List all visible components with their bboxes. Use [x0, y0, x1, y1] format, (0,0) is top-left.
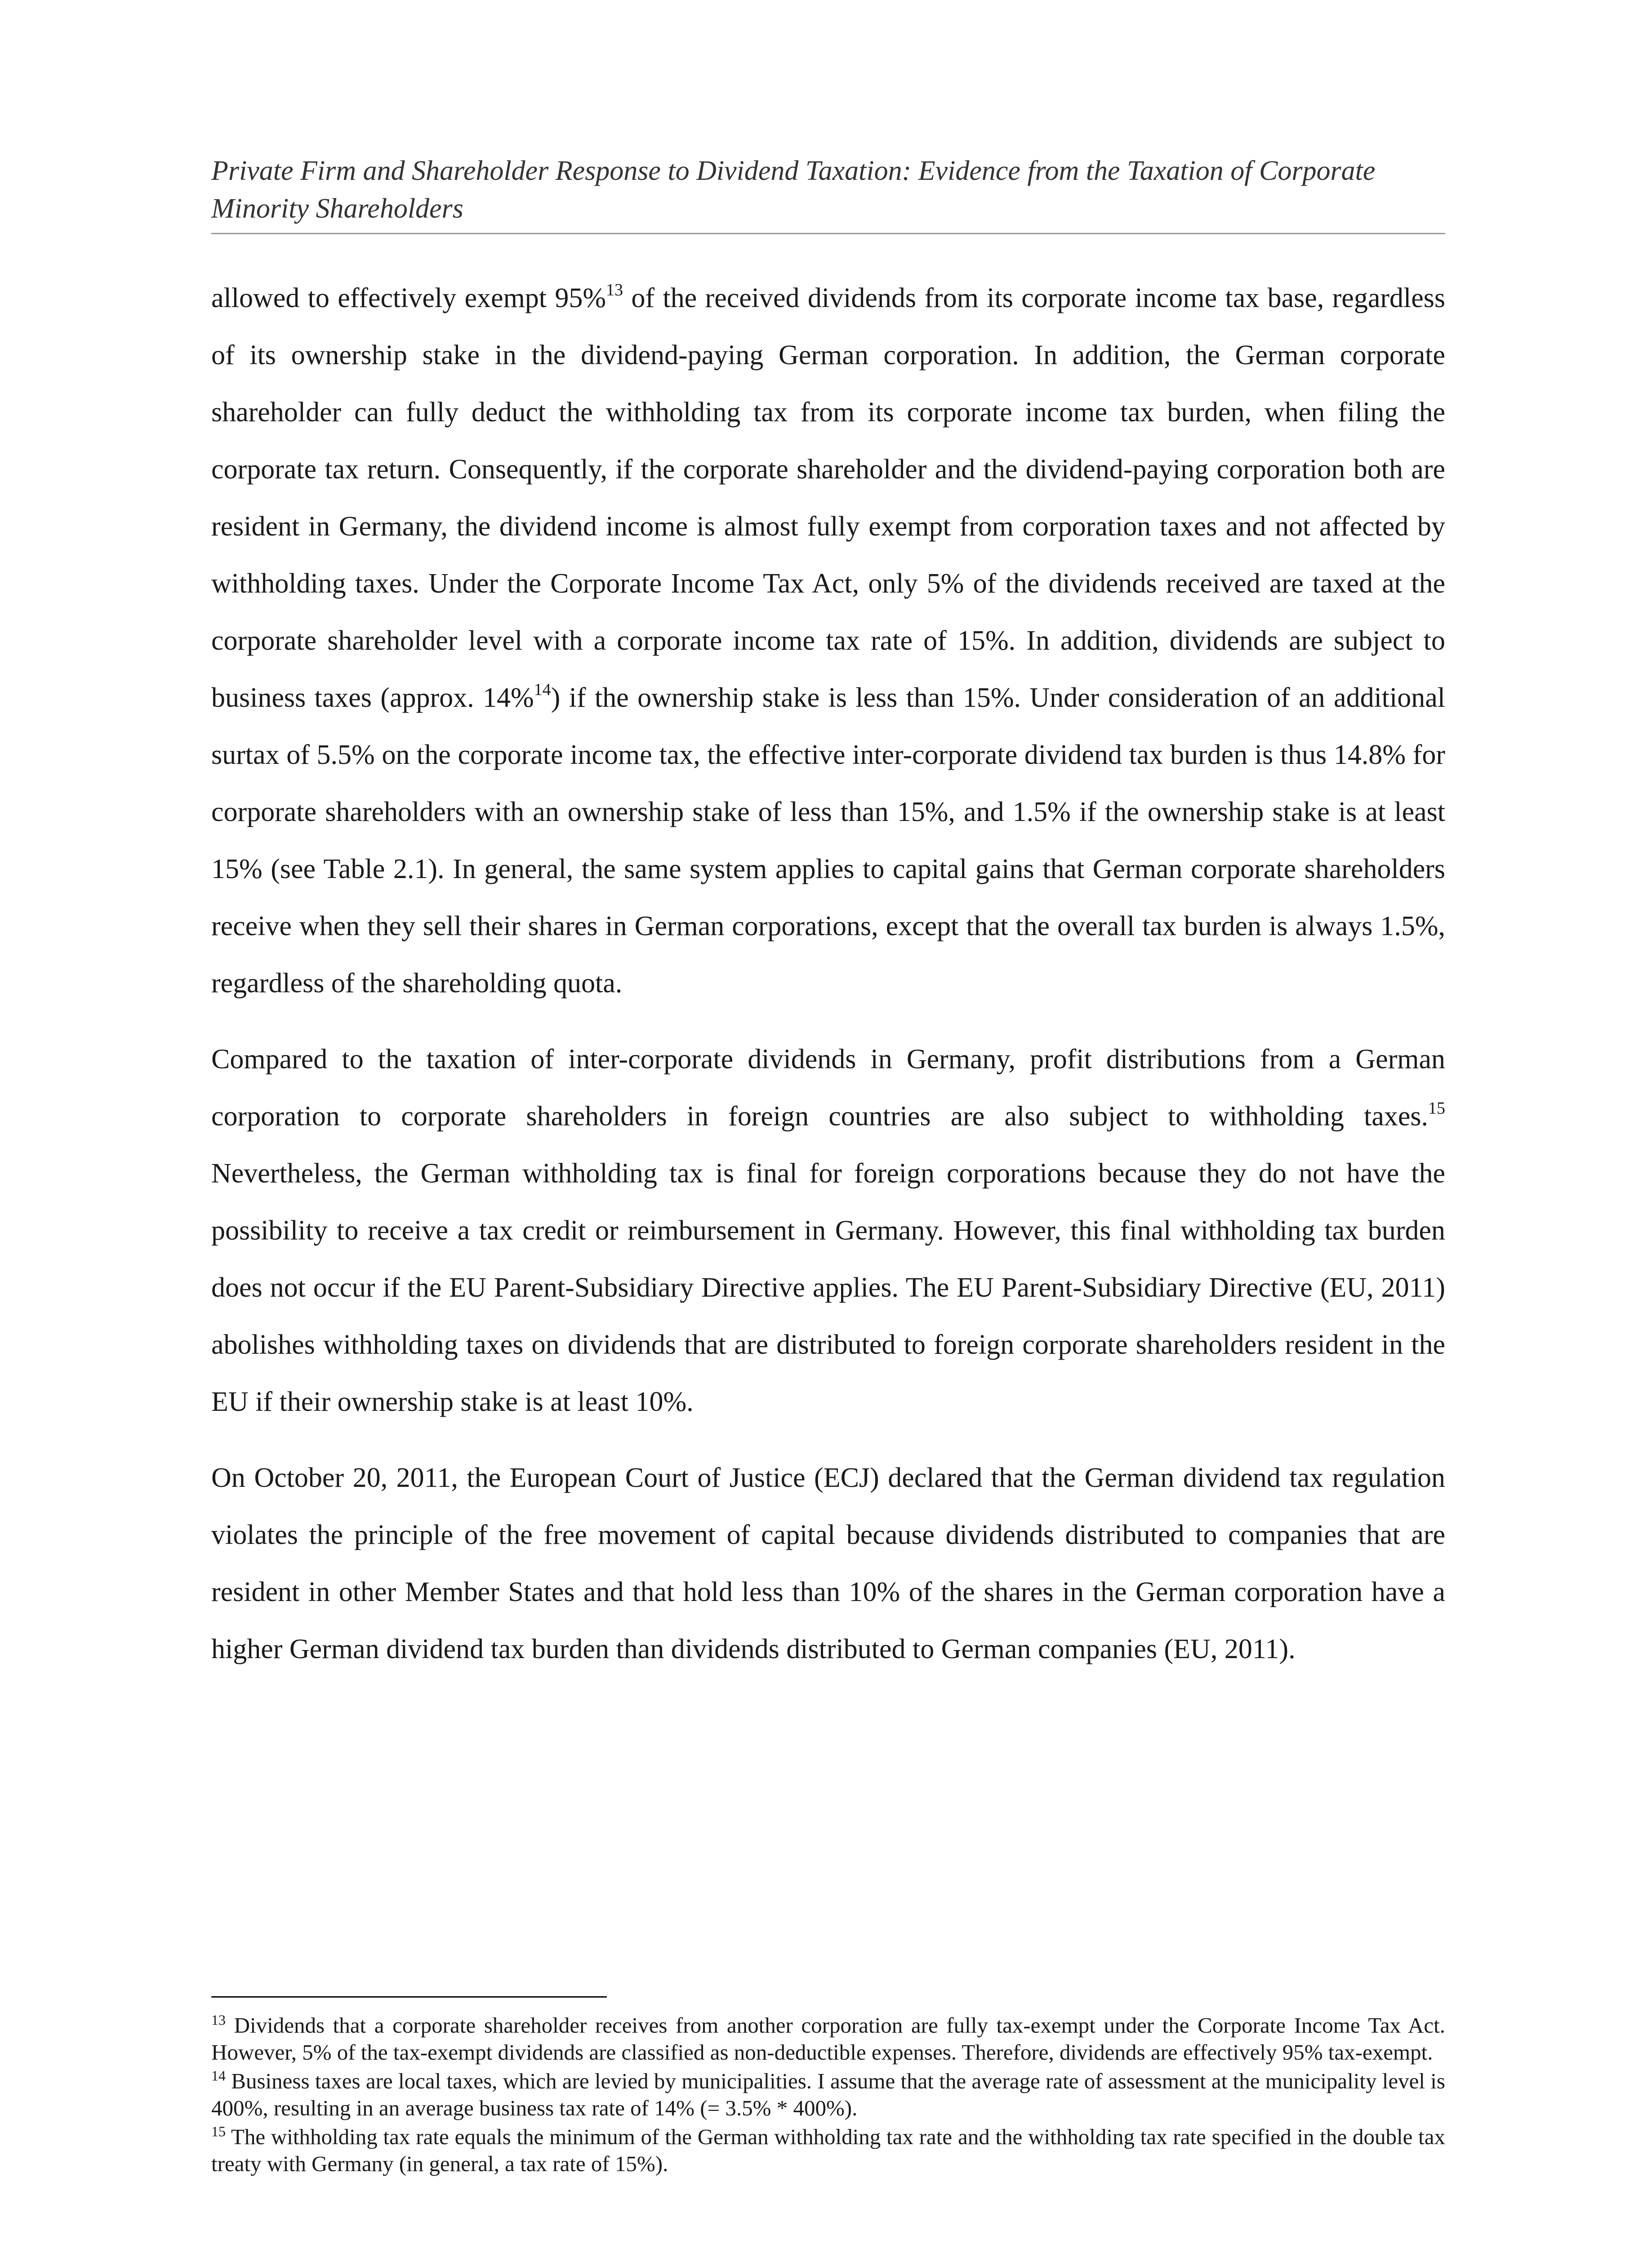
body-text — [211, 270, 1445, 1697]
footnote-text: Dividends that a corporate shareholder receives from another corporation are fully tax-exempt under the Corporate Income Tax Act. However, 5% of the tax-exempt dividends are classified as non-deductible expenses. Therefore, dividends are effectively 95% tax-exempt. — [211, 2013, 1445, 2065]
footnote-number: 13 — [211, 2012, 226, 2028]
running-header — [211, 152, 1445, 234]
footnote-14 — [211, 2068, 1445, 2122]
paragraph-2: Compared to the taxation of inter-corporate dividends in Germany, profit distributions from a German corporation to corporate shareholders in foreign countries are also subject to withholding taxes.$^{15}$ Nevertheless, the German withholding tax is final for foreign corporations because they do not have the possibility to receive a tax credit or reimbursement in Germany. However, this final withholding tax burden does not occur if the EU Parent-Subsidiary Directive applies. The EU Parent-Subsidiary Directive (EU, 2011) abolishes withholding taxes on dividends that are distributed to foreign corporate shareholders resident in the EU if their ownership stake is at least 10%. — [211, 1044, 1445, 1417]
footnotes — [211, 1996, 1445, 2179]
footnote-15 — [211, 2123, 1445, 2177]
footnote-number: 15 — [211, 2123, 226, 2140]
footnote-ref-13: 13 — [606, 281, 623, 300]
footnote-separator — [211, 1996, 607, 1998]
footnote-13 — [211, 2012, 1445, 2066]
paragraph-1: allowed to effectively exempt 95%$^{13}$ of the received dividends from its corporate income tax base, regardless of its ownership stake in the dividend-paying German corporation. In addition, the German corporate shareholder can fully deduct the withholding tax from its corporate income tax burden, when filing the corporate tax return. Consequently, if the corporate shareholder and the dividend-paying corporation both are resident in Germany, the dividend income is almost fully exempt from corporation taxes and not affected by withholding taxes. Under the Corporate Income Tax Act, only 5% of the dividends received are taxed at the corporate shareholder level with a corporate income tax rate of 15%. In addition, dividends are subject to business taxes (approx. 14%$^{14}$) if the ownership stake is less than 15%. Under consideration of an additional surtax of 5.5% on the corporate income tax, the effective inter-corporate dividend tax burden is thus 14.8% for corporate shareholders with an ownership stake of less than 15%, and 1.5% if the ownership stake is at least 15% (see Table 2.1). In general, the same system applies to capital gains that German corporate shareholders receive when they sell their shares in German corporations, except that the overall tax burden is always 1.5%, regardless of the shareholding quota. — [211, 281, 1445, 999]
footnote-ref-15: 15 — [1428, 1099, 1445, 1118]
footnote-ref-14: 14 — [534, 680, 551, 700]
footnote-text: Business taxes are local taxes, which are levied by municipalities. I assume that the average rate of assessment at the municipality level is 400%, resulting in an average business tax rate of 14% (= 3.5% * 400%). — [211, 2069, 1445, 2120]
footnote-text: The withholding tax rate equals the minimum of the German withholding tax rate and the withholding tax rate specified in the double tax treaty with Germany (in general, a tax rate of 15%). — [211, 2124, 1445, 2176]
header-rule — [211, 233, 1445, 234]
paragraph-3: On October 20, 2011, the European Court of Justice (ECJ) declared that the German dividend tax regulation violates the principle of the free movement of capital because dividends distributed to companies that are resident in other Member States and that hold less than 10% of the shares in the German corporation have a higher German dividend tax burden than dividends distributed to German companies (EU, 2011). — [211, 1463, 1445, 1664]
footnote-number: 14 — [211, 2067, 226, 2084]
running-title: Private Firm and Shareholder Response to Dividend Taxation: Evidence from the Taxation of Corporate Minority Shareholders — [211, 156, 1376, 224]
